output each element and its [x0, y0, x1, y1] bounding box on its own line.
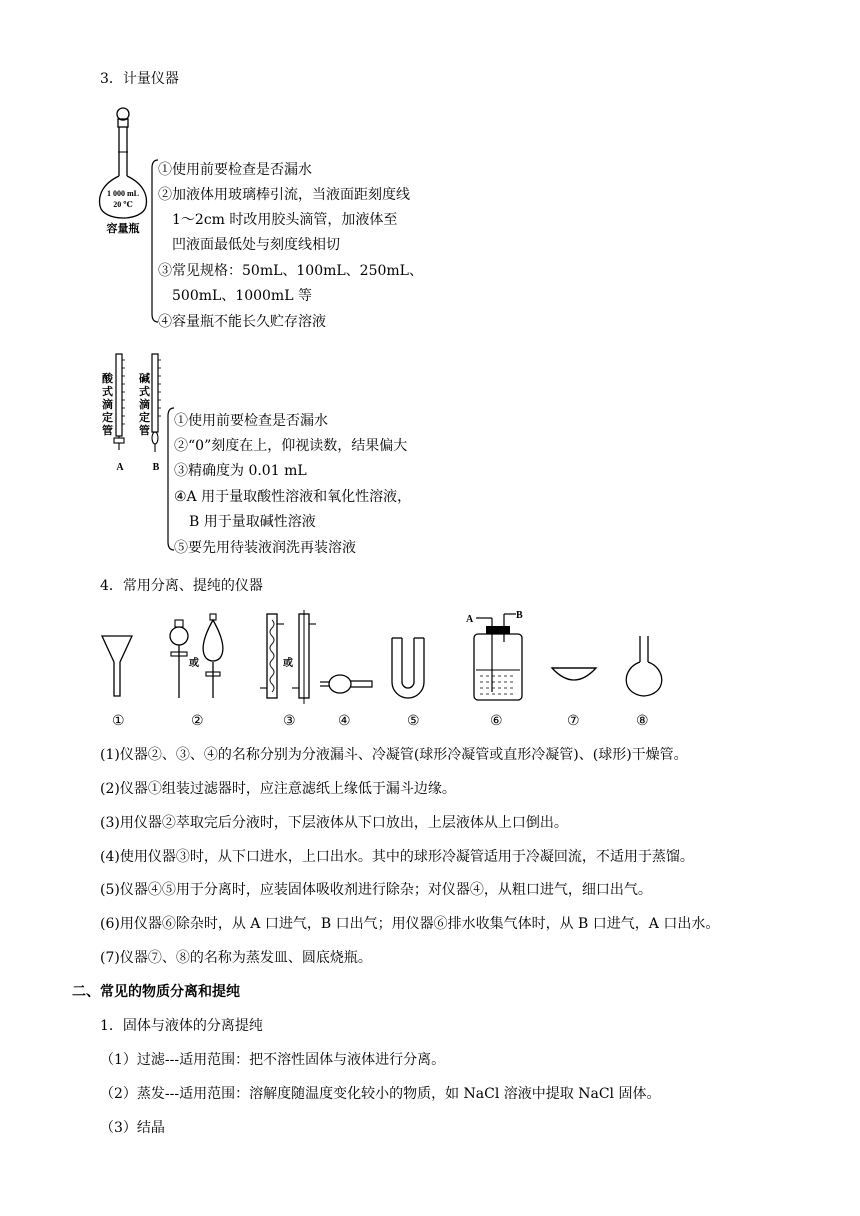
flask-note-1: ①使用前要检查是否漏水 [158, 162, 312, 178]
flask-note-7: ④容量瓶不能长久贮存溶液 [158, 314, 326, 330]
burette-note-3: ③精确度为 0.01 mL [174, 463, 307, 479]
volumetric-flask-figure [96, 104, 156, 244]
separation-apparatus-figure [96, 606, 676, 732]
gas-bottle-b-label: B [516, 610, 523, 621]
flask-note-6: 500mL、1000mL 等 [172, 288, 312, 304]
gas-bottle-a-label: A [466, 614, 474, 625]
flask-note-4: 凹液面最低处与刻度线相切 [172, 237, 340, 253]
apparatus-number-6: ⑥ [490, 713, 503, 729]
flask-notes-brace [148, 158, 162, 330]
burette-note-2: ②“0”刻度在上，仰视读数，结果偏大 [174, 438, 408, 454]
paragraph-4: (4)使用仪器③时，从下口进水，上口出水。其中的球形冷凝管适用于冷凝回流，不适用于蒸馏。 [100, 849, 694, 865]
paragraph-3: (3)用仪器②萃取完后分液时，下层液体从下口放出，上层液体从上口倒出。 [100, 815, 568, 831]
acid-burette-label: 酸式滴定管 [102, 372, 113, 437]
section3-heading: 3．计量仪器 [100, 71, 179, 87]
burette-note-6: ⑤要先用待装液润洗再装溶液 [174, 540, 356, 556]
part2-item-1: （1）过滤---适用范围：把不溶性固体与液体进行分离。 [100, 1052, 446, 1068]
paragraph-2: (2)仪器①组装过滤器时，应注意滤纸上缘低于漏斗边缘。 [100, 781, 456, 797]
paragraph-7: (7)仪器⑦、⑧的名称为蒸发皿、圆底烧瓶。 [100, 950, 372, 966]
paragraph-5: (5)仪器④⑤用于分离时，应装固体吸收剂进行除杂；对仪器④，从粗口进气，细口出气。 [100, 882, 652, 898]
or-label-1: 或 [189, 658, 199, 669]
apparatus-number-5: ⑤ [407, 713, 420, 729]
flask-volume-label: 1 000 mL [107, 189, 139, 198]
burette-b-label: B [152, 462, 160, 473]
section4-heading: 4．常用分离、提纯的仪器 [100, 578, 263, 594]
apparatus-number-1: ① [112, 713, 125, 729]
burette-note-4: ④A 用于量取酸性溶液和氧化性溶液， [174, 489, 412, 505]
flask-caption: 容量瓶 [106, 223, 140, 235]
base-burette-label: 碱式滴定管 [139, 372, 150, 437]
part2-item-3: （3）结晶 [100, 1120, 165, 1136]
flask-note-5: ③常见规格：50mL、100mL、250mL、 [158, 263, 423, 279]
apparatus-number-4: ④ [338, 713, 351, 729]
flask-temp-label: 20 ℃ [113, 200, 133, 209]
paragraph-6: (6)用仪器⑥除杂时，从 A 口进气，B 口出气；用仪器⑥排水收集气体时，从 B 口进气，A 口出水。 [100, 916, 720, 932]
apparatus-number-7: ⑦ [567, 713, 580, 729]
or-label-2: 或 [283, 658, 293, 669]
part2-sub1: 1．固体与液体的分离提纯 [100, 1018, 263, 1034]
flask-note-3: 1～2cm 时改用胶头滴管，加液体至 [172, 212, 398, 228]
part2-item-2: （2）蒸发---适用范围：溶解度随温度变化较小的物质，如 NaCl 溶液中提取 NaCl 固体。 [100, 1086, 661, 1102]
burette-a-label: A [116, 462, 124, 473]
apparatus-number-2: ② [191, 713, 204, 729]
paragraph-1: (1)仪器②、③、④的名称分别为分液漏斗、冷凝管(球形冷凝管或直形冷凝管)、(球形)干燥管。 [100, 747, 688, 763]
part2-heading: 二、常见的物质分离和提纯 [72, 984, 240, 1000]
burette-note-1: ①使用前要检查是否漏水 [174, 413, 328, 429]
flask-note-2: ②加液体用玻璃棒引流，当液面距刻度线 [158, 187, 410, 203]
burette-note-5: B 用于量取碱性溶液 [189, 514, 316, 530]
apparatus-number-8: ⑧ [636, 713, 649, 729]
apparatus-number-3: ③ [283, 713, 296, 729]
